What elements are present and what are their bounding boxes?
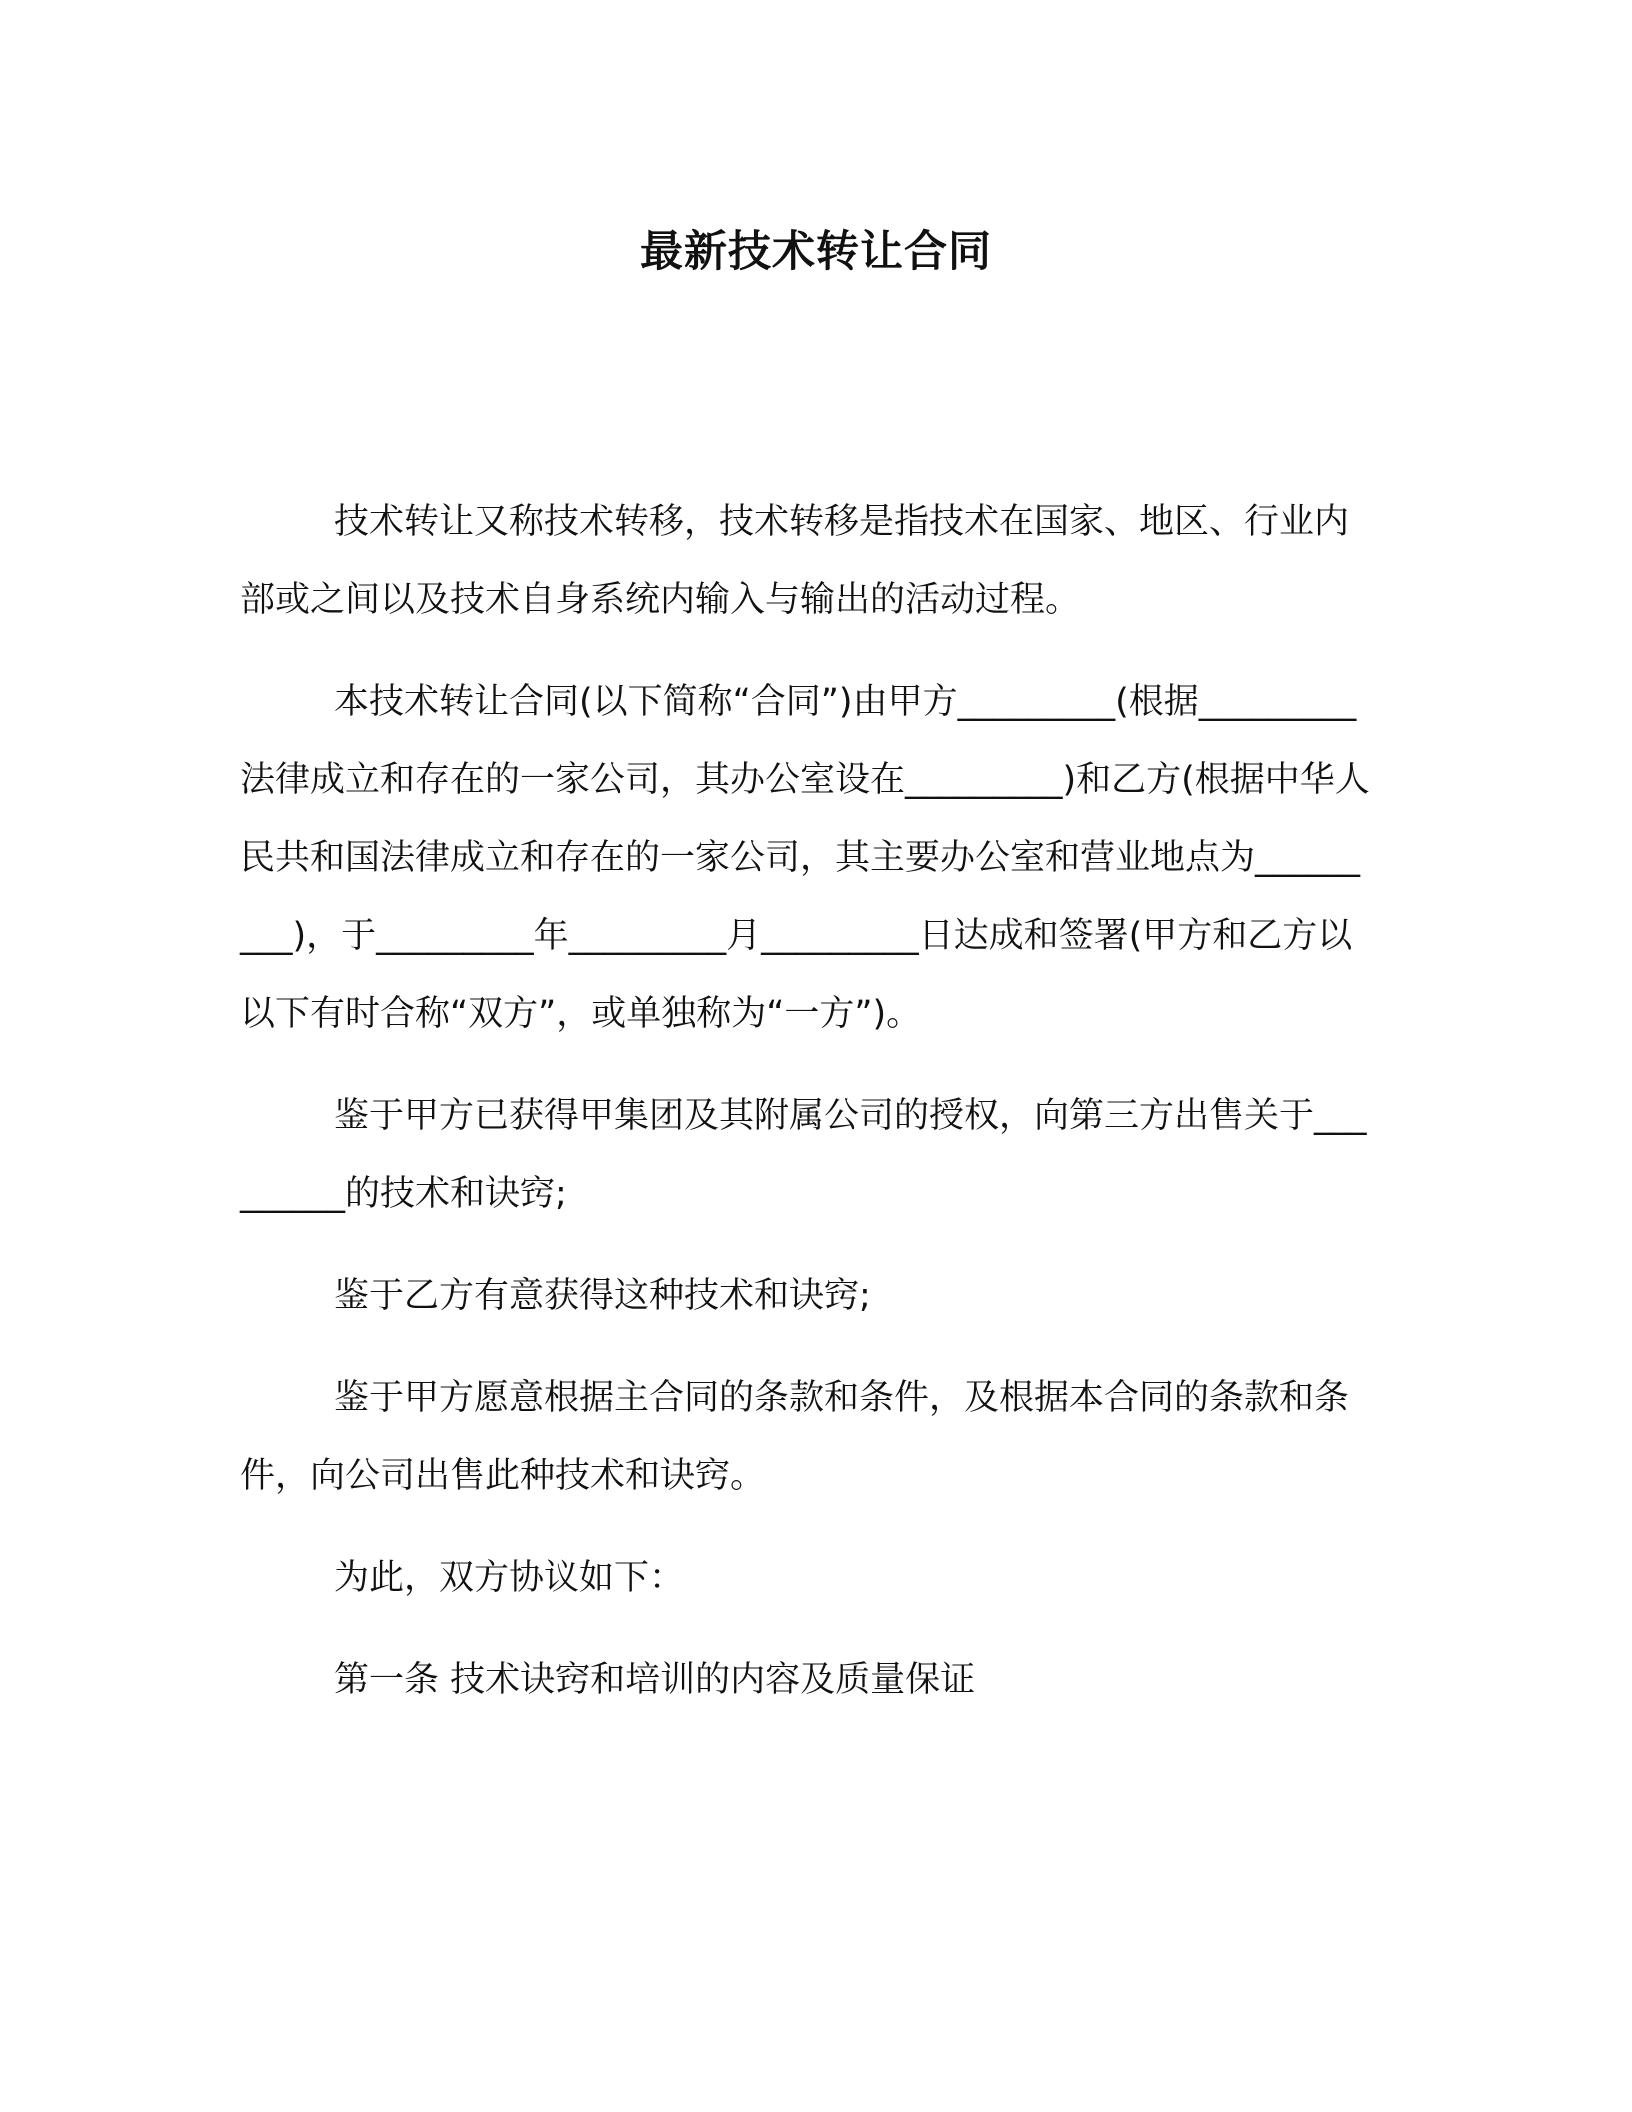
paragraph-whereas-sale: 鉴于甲方愿意根据主合同的条款和条件，及根据本合同的条款和条件，向公司出售此种技术和诀窍。	[240, 1378, 1350, 1496]
article-one-heading: 第一条 技术诀窍和培训的内容及质量保证	[334, 1660, 976, 1700]
paragraph-whereas-party-a: 鉴于甲方已获得甲集团及其附属公司的授权，向第三方出售关于_________的技术和诀窍;	[240, 1096, 1367, 1214]
paragraph-parties: 本技术转让合同(以下简称“合同”)由甲方_________(根据_________法律成立和存在的一家公司，其办公室设在_________)和乙方(根据中华人民共和国法律成立和存在的一家公司，其主要办公室和营业地点为_________)，于_________年_________月_________日达成和签署(甲方和乙方以以下有时合称“双方”，或单独称为“一方”)。	[240, 682, 1370, 1034]
paragraph-intro: 技术转让又称技术转移，技术转移是指技术在国家、地区、行业内部或之间以及技术自身系统内输入与输出的活动过程。	[240, 502, 1350, 620]
paragraph-whereas-party-b: 鉴于乙方有意获得这种技术和诀窍;	[334, 1276, 871, 1316]
document-body	[240, 483, 1376, 1743]
document-title: 最新技术转让合同	[640, 227, 992, 277]
paragraph-agreement: 为此，双方协议如下：	[334, 1558, 685, 1598]
